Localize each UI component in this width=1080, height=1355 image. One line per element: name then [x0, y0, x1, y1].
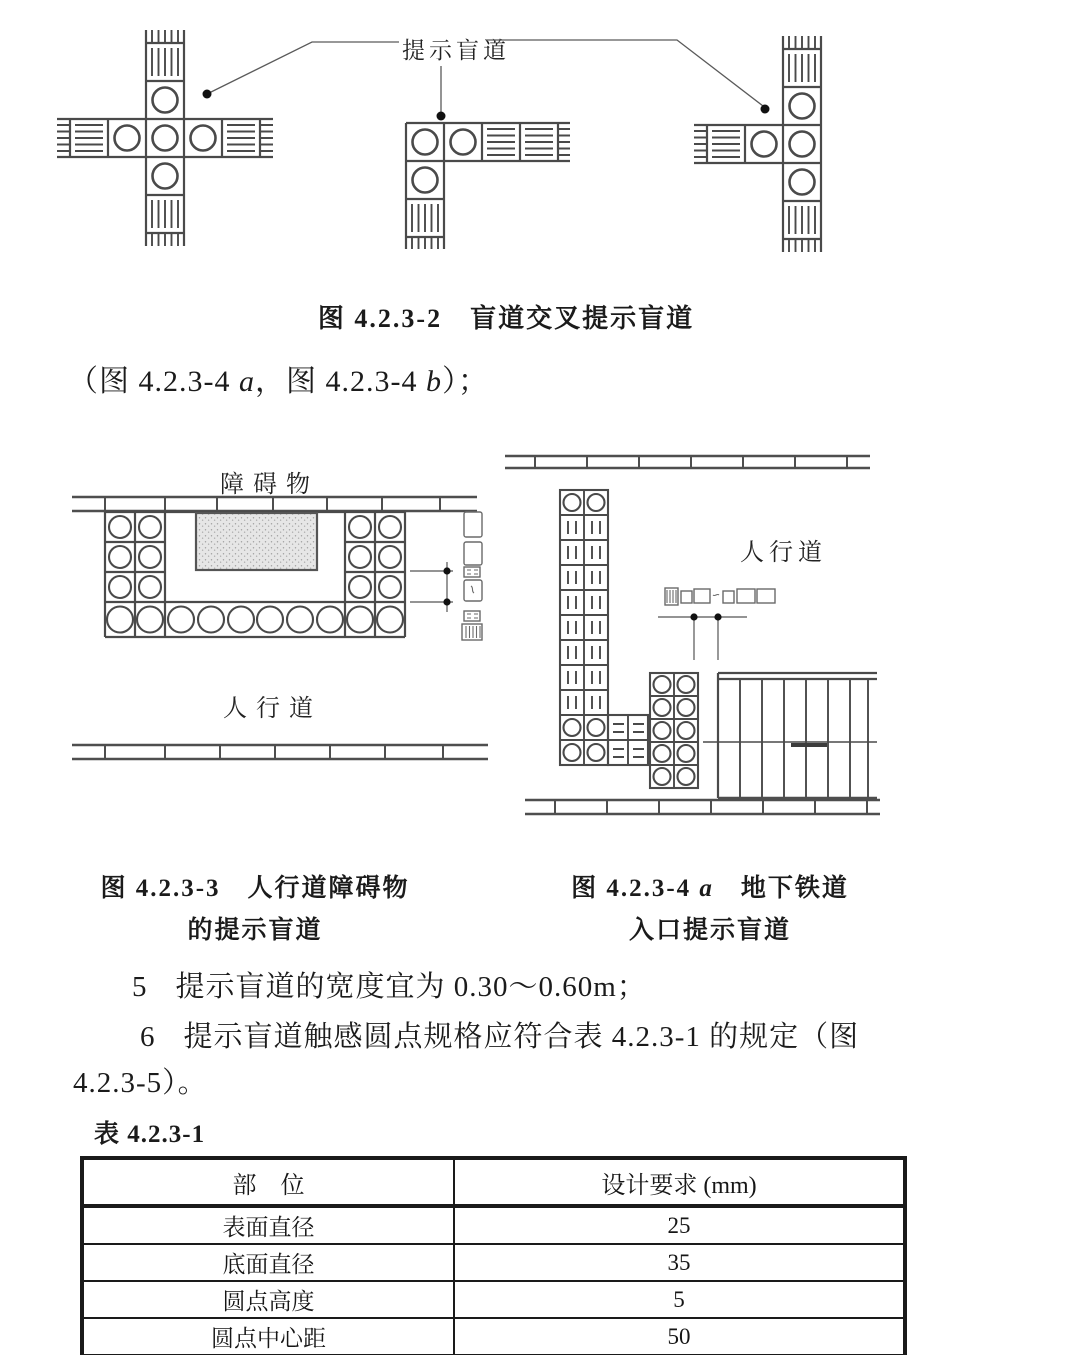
dimension-annotations [410, 512, 482, 640]
table-row [82, 1244, 905, 1281]
clause-item-5: 5 提示盲道的宽度宜为 0.30～0.60m； [132, 971, 647, 1003]
cross-intersection-diagram [57, 30, 273, 246]
guiding-strip [560, 490, 608, 765]
obstacle-block [196, 513, 317, 570]
sidewalk-label-left: 人行道 [223, 696, 322, 722]
cell-part: 圆点高度 [82, 1281, 454, 1318]
table-header-row [82, 1158, 905, 1206]
bottom-curb-band [72, 745, 488, 759]
cell-part: 表面直径 [82, 1206, 454, 1244]
fig4a-caption-line1: 图 4.2.3-4 a 地下铁道 [571, 875, 849, 902]
top-curb-band [505, 456, 870, 468]
figure-tactile-crossings [0, 0, 1080, 275]
connector-tiles [608, 715, 648, 765]
l-corner-diagram [406, 123, 570, 249]
cell-value: 35 [454, 1244, 905, 1281]
bottom-curb-band [525, 800, 880, 814]
cell-part: 圆点中心距 [82, 1318, 454, 1355]
sidewalk-label-right: 人行道 [740, 540, 827, 566]
table-row [82, 1318, 905, 1355]
col-header-requirement: 设计要求 (mm) [454, 1158, 905, 1206]
tactile-warning-label: 提示盲道 [402, 38, 510, 63]
figure-reference-line: （图 4.2.3-4 a，图 4.2.3-4 b）； [68, 365, 489, 398]
fig3-caption-line1: 图 4.2.3-3 人行道障碍物 [100, 875, 410, 902]
clause-item-6-continued: 4.2.3-5）。 [73, 1067, 208, 1099]
table-label: 表 4.2.3-1 [94, 1121, 206, 1148]
cell-value: 50 [454, 1318, 905, 1355]
figure-subway-entrance [495, 448, 890, 820]
obstacle-label: 障碍物 [220, 472, 319, 498]
fig3-caption-line2: 的提示盲道 [187, 917, 323, 944]
cell-value: 5 [454, 1281, 905, 1318]
fig2-caption: 图 4.2.3-2 盲道交叉提示盲道 [317, 304, 695, 333]
table-row [82, 1206, 905, 1244]
clause-item-6: 6 提示盲道触感圆点规格应符合表 4.2.3-1 的规定（图 [140, 1021, 860, 1053]
stairway [703, 673, 877, 798]
cell-part: 底面直径 [82, 1244, 454, 1281]
fig4a-caption-line2: 入口提示盲道 [628, 917, 791, 944]
warning-tile-block [650, 673, 698, 788]
col-header-part: 部 位 [82, 1158, 454, 1206]
dimension-annotations [658, 588, 775, 660]
table-row [82, 1281, 905, 1318]
figure-sidewalk-obstacle [60, 450, 492, 775]
cell-value: 25 [454, 1206, 905, 1244]
spec-table [80, 1156, 907, 1355]
top-curb-band [72, 497, 477, 511]
